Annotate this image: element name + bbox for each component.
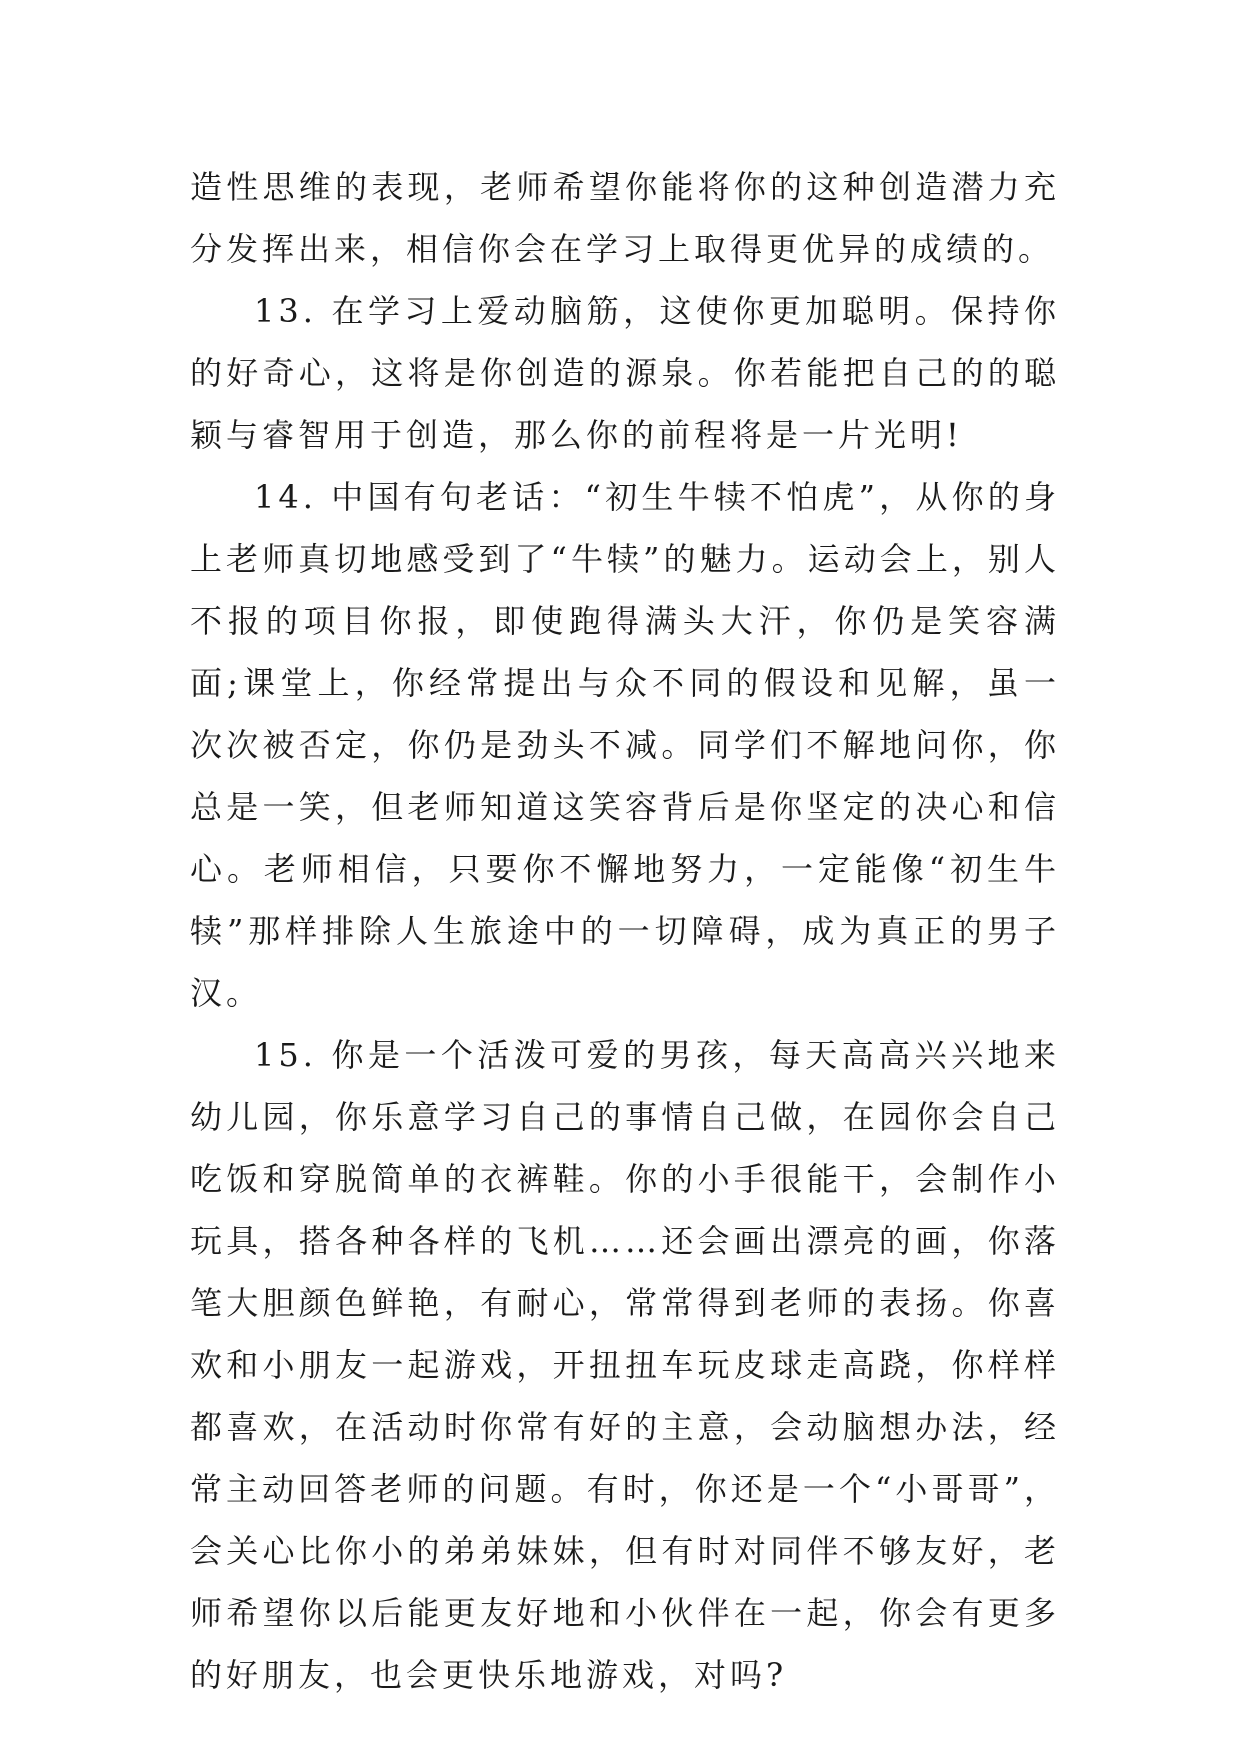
paragraph-item-13: 13. 在学习上爱动脑筋，这使你更加聪明。保持你的好奇心，这将是你创造的源泉。你若能把自己的的聪颖与睿智用于创造，那么你的前程将是一片光明! [190, 292, 1060, 454]
paragraph-continuation: 造性思维的表现，老师希望你能将你的这种创造潜力充分发挥出来，相信你会在学习上取得更优异的成绩的。 [190, 168, 1060, 268]
document-body [190, 156, 1060, 1706]
paragraph-item-14: 14. 中国有句老话：“初生牛犊不怕虎”，从你的身上老师真切地感受到了“牛犊”的魅力。运动会上，别人不报的项目你报，即使跑得满头大汗，你仍是笑容满面;课堂上，你经常提出与众不同的假设和见解，虽一次次被否定，你仍是劲头不减。同学们不解地问你，你总是一笑，但老师知道这笑容背后是你坚定的决心和信心。老师相信，只要你不懈地努力，一定能像“初生牛犊”那样排除人生旅途中的一切障碍，成为真正的男子汉。 [190, 478, 1060, 1012]
paragraph-item-15: 15. 你是一个活泼可爱的男孩，每天高高兴兴地来幼儿园，你乐意学习自己的事情自己做，在园你会自己吃饭和穿脱简单的衣裤鞋。你的小手很能干，会制作小玩具，搭各种各样的飞机……还会画出漂亮的画，你落笔大胆颜色鲜艳，有耐心，常常得到老师的表扬。你喜欢和小朋友一起游戏，开扭扭车玩皮球走高跷，你样样都喜欢，在活动时你常有好的主意，会动脑想办法，经常主动回答老师的问题。有时，你还是一个“小哥哥”，会关心比你小的弟弟妹妹，但有时对同伴不够友好，老师希望你以后能更友好地和小伙伴在一起，你会有更多的好朋友，也会更快乐地游戏，对吗? [190, 1036, 1060, 1694]
